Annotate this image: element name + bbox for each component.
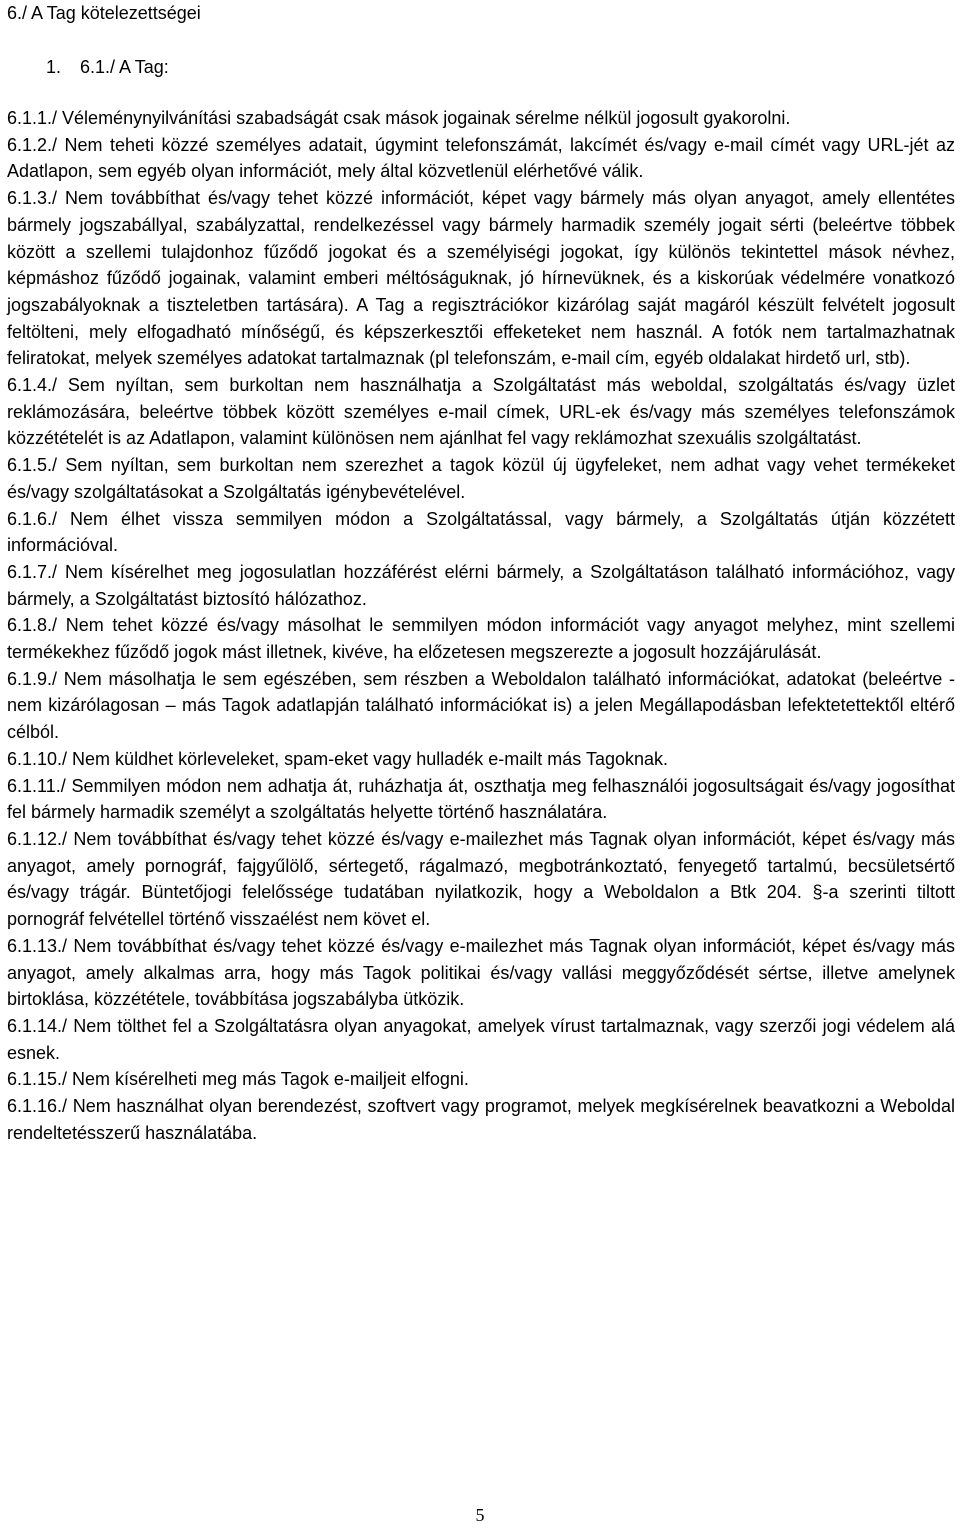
section-heading: 6./ A Tag kötelezettségei: [7, 3, 201, 23]
page-number: 5: [475, 1505, 485, 1525]
clause-6-1-11: 6.1.11./ Semmilyen módon nem adhatja át, ruházhatja át, oszthatja meg felhasználói jogosultságait és/vagy jogosíthat fel bármely harmadik személyt a szolgáltatás helyette történő használatára.: [7, 775, 955, 823]
clause-6-1-2: 6.1.2./ Nem teheti közzé személyes adatait, úgymint telefonszámát, lakcímét és/vagy e-mail címét vagy URL-jét az Adatlapon, sem egyéb olyan információt, mely által közvetlenül elérhetővé válik.: [7, 134, 955, 182]
subsection-title: 6.1./ A Tag:: [80, 57, 169, 77]
clause-6-1-9: 6.1.9./ Nem másolhatja le sem egészében, sem részben a Weboldalon található információkat, adatokat (beleértve - nem kizárólagosan – más Tagok adatlapján található információkat is) a jelen Megállapodásban lefektetettektől eltérő célból.: [7, 668, 955, 743]
clause-list: [7, 105, 955, 1146]
clause-6-1-12: 6.1.12./ Nem továbbíthat és/vagy tehet közzé és/vagy e-mailezhet más Tagnak olyan információt, képet és/vagy más anyagot, amely pornográf, fajgyűlölő, sértegető, rágalmazó, megbotránkoztató, fenyegető tartalmú, becsületsértő és/vagy trágár. Büntetőjogi felelőssége tudatában nyilatkozik, hogy a Weboldalon a Btk 204. §-a szerinti tiltott pornográf felvétellel történő visszaélést nem követ el.: [7, 828, 955, 930]
subsection-heading: [46, 56, 169, 78]
clause-6-1-16: 6.1.16./ Nem használhat olyan berendezést, szoftvert vagy programot, melyek megkísérelnek beavatkozni a Weboldal rendeltetésszerű használatába.: [7, 1096, 955, 1143]
clause-6-1-3: 6.1.3./ Nem továbbíthat és/vagy tehet közzé információt, képet vagy bármely más olyan anyagot, amely ellentétes bármely jogszabállyal, szabályzattal, rendelkezéssel vagy bármely harmadik személy jogait sérti (beleértve többek között a szellemi tulajdonhoz fűződő jogokat és a személyiségi jogokat, így különös tekintettel mások névhez, képmáshoz fűződő jogainak, valamint emberi méltóságuknak, jó hírnevüknek, és a kiskorúak védelmére vonatkozó jogszabályoknak a tiszteletben tartására). A Tag a regisztrációkor kizárólag saját magáról készült felvételt jogosult feltölteni, mely elfogadható mínőségű, és képszerkesztői effeketeket nem használ. A fotók nem tartalmazhatnak feliratokat, melyek személyes adatokat tartalmaznak (pl telefonszám, e-mail cím, egyéb oldalakat hirdető url, stb).: [7, 188, 955, 369]
clause-6-1-5: 6.1.5./ Sem nyíltan, sem burkoltan nem szerezhet a tagok közül új ügyfeleket, nem adhat vagy vehet termékeket és/vagy szolgáltatásokat a Szolgáltatás igénybevételével.: [7, 455, 955, 502]
clause-6-1-1: 6.1.1./ Véleménynyilvánítási szabadságát csak mások jogainak sérelme nélkül jogosult gyakorolni.: [7, 108, 791, 128]
clause-6-1-6: 6.1.6./ Nem élhet vissza semmilyen módon a Szolgáltatással, vagy bármely, a Szolgáltatás útján közzétett információval.: [7, 508, 955, 556]
clause-6-1-14: 6.1.14./ Nem tölthet fel a Szolgáltatásra olyan anyagokat, amelyek vírust tartalmaznak, vagy szerzői jogi védelem alá esnek.: [7, 1015, 955, 1063]
clause-6-1-8: 6.1.8./ Nem tehet közzé és/vagy másolhat le semmilyen módon információt vagy anyagot melyhez, mint szellemi termékekhez fűződő jogok mást illetnek, kivéve, ha előzetesen megszerezte a jogosult hozzájárulását.: [7, 615, 955, 663]
subsection-list-number: 1.: [46, 57, 62, 77]
clause-6-1-13: 6.1.13./ Nem továbbíthat és/vagy tehet közzé és/vagy e-mailezhet más Tagnak olyan információt, képet és/vagy más anyagot, amely alkalmas arra, hogy más Tagok politikai és/vagy vallási meggyőződését sértse, illetve amelynek birtoklása, közzététele, továbbítása jogszabályba ütközik.: [7, 935, 955, 1010]
clause-6-1-4: 6.1.4./ Sem nyíltan, sem burkoltan nem használhatja a Szolgáltatást más weboldal, szolgáltatás és/vagy üzlet reklámozására, beleértve többek között személyes e-mail címek, URL-ek és/vagy más személyes telefonszámok közzétételét is az Adatlapon, valamint különösen nem ajánlhat fel vagy reklámozhat szexuális szolgáltatást.: [7, 375, 955, 449]
clause-6-1-10: 6.1.10./ Nem küldhet körleveleket, spam-eket vagy hulladék e-mailt más Tagoknak.: [7, 748, 668, 769]
clause-6-1-15: 6.1.15./ Nem kísérelheti meg más Tagok e-mailjeit elfogni.: [7, 1069, 469, 1090]
clause-6-1-7: 6.1.7./ Nem kísérelhet meg jogosulatlan hozzáférést elérni bármely, a Szolgáltatáson található információhoz, vagy bármely, a Szolgáltatást biztosító hálózathoz.: [7, 561, 955, 609]
